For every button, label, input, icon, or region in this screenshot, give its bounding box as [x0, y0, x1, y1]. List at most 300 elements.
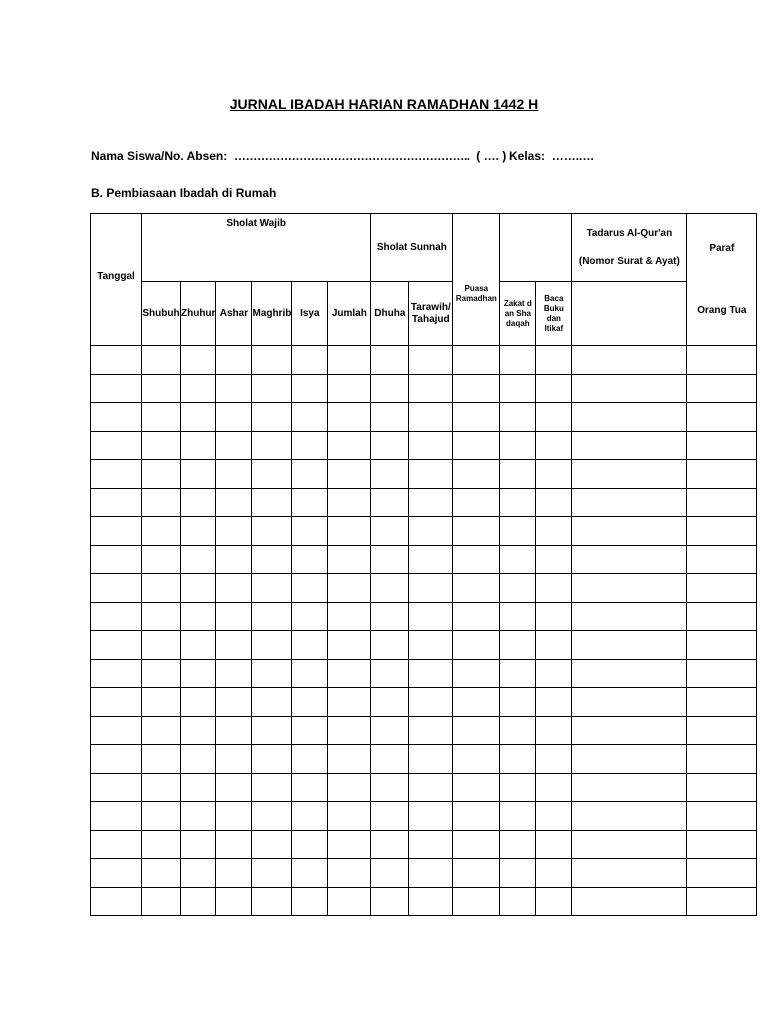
table-cell[interactable] — [453, 602, 500, 631]
kelas-label: Kelas: — [509, 149, 546, 163]
table-cell[interactable] — [500, 602, 536, 631]
table-cell[interactable] — [328, 488, 371, 517]
table-cell[interactable] — [572, 659, 687, 688]
table-cell[interactable] — [409, 431, 453, 460]
table-cell[interactable] — [292, 517, 328, 546]
table-cell[interactable] — [91, 517, 142, 546]
table-cell[interactable] — [572, 802, 687, 831]
table-cell[interactable] — [687, 688, 757, 717]
table-cell[interactable] — [292, 374, 328, 403]
header-dhuha: Dhuha — [371, 282, 409, 346]
table-cell[interactable] — [409, 745, 453, 774]
table-cell[interactable] — [292, 688, 328, 717]
table-cell[interactable] — [687, 374, 757, 403]
table-cell[interactable] — [371, 887, 409, 916]
table-cell[interactable] — [142, 745, 181, 774]
table-cell[interactable] — [216, 716, 252, 745]
table-cell[interactable] — [371, 830, 409, 859]
table-cell[interactable] — [371, 602, 409, 631]
table-cell[interactable] — [453, 830, 500, 859]
table-cell[interactable] — [292, 460, 328, 489]
table-cell[interactable] — [409, 517, 453, 546]
header-sholat-sunnah: Sholat Sunnah — [371, 214, 453, 282]
table-cell[interactable] — [687, 659, 757, 688]
table-cell[interactable] — [409, 488, 453, 517]
table-cell[interactable] — [216, 688, 252, 717]
table-cell[interactable] — [409, 887, 453, 916]
table-cell[interactable] — [536, 887, 572, 916]
table-cell[interactable] — [500, 745, 536, 774]
table-cell[interactable] — [536, 346, 572, 375]
table-cell[interactable] — [252, 802, 292, 831]
table-cell[interactable] — [142, 545, 181, 574]
table-cell[interactable] — [500, 773, 536, 802]
table-cell[interactable] — [409, 631, 453, 660]
table-cell[interactable] — [252, 574, 292, 603]
table-cell[interactable] — [91, 545, 142, 574]
table-cell[interactable] — [328, 602, 371, 631]
table-cell[interactable] — [292, 431, 328, 460]
table-cell[interactable] — [328, 887, 371, 916]
table-cell[interactable] — [687, 802, 757, 831]
table-cell[interactable] — [181, 688, 216, 717]
table-cell[interactable] — [142, 659, 181, 688]
table-cell[interactable] — [371, 488, 409, 517]
table-row — [91, 431, 757, 460]
table-cell[interactable] — [328, 659, 371, 688]
table-cell[interactable] — [252, 403, 292, 432]
absen-field[interactable]: ( …. ) — [476, 149, 507, 163]
table-cell[interactable] — [91, 688, 142, 717]
table-cell[interactable] — [572, 460, 687, 489]
table-cell[interactable] — [536, 602, 572, 631]
table-cell[interactable] — [572, 602, 687, 631]
table-cell[interactable] — [142, 830, 181, 859]
table-cell[interactable] — [252, 688, 292, 717]
table-cell[interactable] — [252, 431, 292, 460]
table-cell[interactable] — [409, 830, 453, 859]
table-cell[interactable] — [91, 773, 142, 802]
table-cell[interactable] — [252, 517, 292, 546]
table-cell[interactable] — [453, 574, 500, 603]
table-cell[interactable] — [91, 403, 142, 432]
table-row — [91, 488, 757, 517]
table-row — [91, 460, 757, 489]
table-cell[interactable] — [371, 460, 409, 489]
table-cell[interactable] — [216, 830, 252, 859]
table-cell[interactable] — [328, 802, 371, 831]
table-cell[interactable] — [572, 545, 687, 574]
table-cell[interactable] — [572, 688, 687, 717]
table-cell[interactable] — [142, 488, 181, 517]
table-cell[interactable] — [687, 887, 757, 916]
table-cell[interactable] — [500, 631, 536, 660]
table-cell[interactable] — [181, 659, 216, 688]
table-row — [91, 716, 757, 745]
table-cell[interactable] — [328, 574, 371, 603]
table-cell[interactable] — [572, 859, 687, 888]
table-cell[interactable] — [536, 488, 572, 517]
table-cell[interactable] — [371, 745, 409, 774]
table-cell[interactable] — [252, 859, 292, 888]
table-cell[interactable] — [536, 659, 572, 688]
table-cell[interactable] — [216, 545, 252, 574]
table-cell[interactable] — [371, 574, 409, 603]
table-cell[interactable] — [91, 574, 142, 603]
table-cell[interactable] — [181, 431, 216, 460]
table-cell[interactable] — [453, 346, 500, 375]
table-row — [91, 859, 757, 888]
table-cell[interactable] — [91, 859, 142, 888]
table-cell[interactable] — [409, 859, 453, 888]
table-cell[interactable] — [181, 887, 216, 916]
table-cell[interactable] — [453, 488, 500, 517]
table-cell[interactable] — [216, 346, 252, 375]
table-cell[interactable] — [572, 745, 687, 774]
table-cell[interactable] — [252, 346, 292, 375]
table-cell[interactable] — [687, 488, 757, 517]
table-cell[interactable] — [216, 517, 252, 546]
table-cell[interactable] — [453, 745, 500, 774]
table-cell[interactable] — [328, 773, 371, 802]
table-cell[interactable] — [142, 431, 181, 460]
table-cell[interactable] — [536, 631, 572, 660]
table-cell[interactable] — [500, 488, 536, 517]
table-cell[interactable] — [292, 545, 328, 574]
table-row — [91, 602, 757, 631]
table-cell[interactable] — [292, 659, 328, 688]
table-cell[interactable] — [292, 631, 328, 660]
section-title: B. Pembiasaan Ibadah di Rumah — [91, 186, 277, 200]
table-cell[interactable] — [572, 631, 687, 660]
table-cell[interactable] — [536, 431, 572, 460]
table-cell[interactable] — [216, 887, 252, 916]
table-cell[interactable] — [91, 346, 142, 375]
table-cell[interactable] — [216, 374, 252, 403]
table-cell[interactable] — [572, 773, 687, 802]
table-cell[interactable] — [328, 688, 371, 717]
table-cell[interactable] — [453, 859, 500, 888]
kelas-field[interactable]: ……..… — [551, 149, 595, 163]
table-cell[interactable] — [453, 431, 500, 460]
table-cell[interactable] — [216, 659, 252, 688]
table-cell[interactable] — [292, 488, 328, 517]
table-cell[interactable] — [328, 716, 371, 745]
table-cell[interactable] — [216, 745, 252, 774]
table-cell[interactable] — [91, 431, 142, 460]
table-cell[interactable] — [216, 802, 252, 831]
table-cell[interactable] — [409, 460, 453, 489]
table-cell[interactable] — [409, 688, 453, 717]
table-cell[interactable] — [453, 460, 500, 489]
table-cell[interactable] — [371, 403, 409, 432]
table-cell[interactable] — [453, 374, 500, 403]
table-cell[interactable] — [328, 859, 371, 888]
table-cell[interactable] — [142, 517, 181, 546]
table-cell[interactable] — [142, 773, 181, 802]
table-cell[interactable] — [328, 830, 371, 859]
table-cell[interactable] — [292, 802, 328, 831]
table-cell[interactable] — [572, 517, 687, 546]
table-cell[interactable] — [371, 659, 409, 688]
table-cell[interactable] — [500, 830, 536, 859]
table-cell[interactable] — [572, 374, 687, 403]
table-cell[interactable] — [572, 403, 687, 432]
table-cell[interactable] — [292, 830, 328, 859]
table-cell[interactable] — [142, 403, 181, 432]
table-cell[interactable] — [252, 830, 292, 859]
table-cell[interactable] — [687, 602, 757, 631]
table-cell[interactable] — [687, 716, 757, 745]
table-cell[interactable] — [500, 460, 536, 489]
table-cell[interactable] — [292, 716, 328, 745]
table-cell[interactable] — [216, 602, 252, 631]
table-cell[interactable] — [453, 659, 500, 688]
table-cell[interactable] — [91, 716, 142, 745]
table-cell[interactable] — [500, 859, 536, 888]
table-cell[interactable] — [453, 517, 500, 546]
table-cell[interactable] — [91, 460, 142, 489]
table-cell[interactable] — [252, 745, 292, 774]
table-cell[interactable] — [216, 773, 252, 802]
table-cell[interactable] — [536, 374, 572, 403]
table-cell[interactable] — [687, 346, 757, 375]
table-cell[interactable] — [292, 859, 328, 888]
table-cell[interactable] — [409, 602, 453, 631]
table-cell[interactable] — [216, 488, 252, 517]
table-cell[interactable] — [371, 859, 409, 888]
table-cell[interactable] — [252, 631, 292, 660]
table-cell[interactable] — [252, 488, 292, 517]
journal-table — [90, 213, 757, 916]
table-cell[interactable] — [252, 545, 292, 574]
table-cell[interactable] — [536, 716, 572, 745]
table-cell[interactable] — [536, 688, 572, 717]
table-cell[interactable] — [371, 773, 409, 802]
table-cell[interactable] — [216, 460, 252, 489]
table-cell[interactable] — [252, 887, 292, 916]
table-cell[interactable] — [536, 574, 572, 603]
table-cell[interactable] — [409, 374, 453, 403]
table-cell[interactable] — [371, 431, 409, 460]
table-cell[interactable] — [216, 403, 252, 432]
table-cell[interactable] — [91, 745, 142, 774]
table-cell[interactable] — [216, 631, 252, 660]
table-cell[interactable] — [409, 346, 453, 375]
table-cell[interactable] — [536, 517, 572, 546]
header-zakat-baca-group — [500, 214, 572, 282]
table-cell[interactable] — [536, 830, 572, 859]
table-cell[interactable] — [687, 431, 757, 460]
table-cell[interactable] — [500, 802, 536, 831]
table-cell[interactable] — [181, 716, 216, 745]
table-cell[interactable] — [216, 574, 252, 603]
table-cell[interactable] — [142, 688, 181, 717]
table-cell[interactable] — [181, 460, 216, 489]
table-cell[interactable] — [687, 631, 757, 660]
table-cell[interactable] — [91, 488, 142, 517]
table-cell[interactable] — [409, 574, 453, 603]
table-cell[interactable] — [572, 887, 687, 916]
table-cell[interactable] — [216, 859, 252, 888]
table-cell[interactable] — [371, 716, 409, 745]
table-cell[interactable] — [328, 431, 371, 460]
table-cell[interactable] — [181, 574, 216, 603]
table-cell[interactable] — [500, 574, 536, 603]
table-cell[interactable] — [216, 431, 252, 460]
table-cell[interactable] — [409, 659, 453, 688]
table-cell[interactable] — [687, 830, 757, 859]
table-cell[interactable] — [292, 346, 328, 375]
table-cell[interactable] — [371, 517, 409, 546]
table-cell[interactable] — [91, 374, 142, 403]
header-sholat-wajib: Sholat Wajib — [142, 214, 371, 282]
table-cell[interactable] — [91, 602, 142, 631]
table-cell[interactable] — [181, 517, 216, 546]
table-cell[interactable] — [687, 460, 757, 489]
table-cell[interactable] — [687, 517, 757, 546]
table-cell[interactable] — [453, 545, 500, 574]
table-cell[interactable] — [142, 460, 181, 489]
table-cell[interactable] — [181, 745, 216, 774]
table-cell[interactable] — [292, 773, 328, 802]
header-shubuh: Shubuh — [142, 282, 181, 346]
table-cell[interactable] — [536, 802, 572, 831]
table-cell[interactable] — [181, 488, 216, 517]
table-cell[interactable] — [453, 773, 500, 802]
table-cell[interactable] — [371, 545, 409, 574]
table-cell[interactable] — [536, 773, 572, 802]
table-cell[interactable] — [328, 374, 371, 403]
table-cell[interactable] — [292, 403, 328, 432]
table-cell[interactable] — [536, 859, 572, 888]
table-cell[interactable] — [500, 374, 536, 403]
table-cell[interactable] — [142, 574, 181, 603]
table-cell[interactable] — [453, 716, 500, 745]
table-cell[interactable] — [453, 631, 500, 660]
table-cell[interactable] — [572, 431, 687, 460]
table-cell[interactable] — [91, 802, 142, 831]
header-puasa: Puasa Ramadhan — [453, 214, 500, 346]
table-cell[interactable] — [371, 688, 409, 717]
table-cell[interactable] — [328, 460, 371, 489]
table-cell[interactable] — [142, 716, 181, 745]
table-cell[interactable] — [181, 859, 216, 888]
table-cell[interactable] — [500, 659, 536, 688]
table-cell[interactable] — [409, 545, 453, 574]
table-cell[interactable] — [292, 887, 328, 916]
table-cell[interactable] — [91, 830, 142, 859]
table-cell[interactable] — [328, 346, 371, 375]
table-cell[interactable] — [371, 631, 409, 660]
table-cell[interactable] — [328, 631, 371, 660]
table-cell[interactable] — [181, 802, 216, 831]
table-cell[interactable] — [500, 431, 536, 460]
table-cell[interactable] — [572, 346, 687, 375]
table-cell[interactable] — [500, 517, 536, 546]
table-cell[interactable] — [252, 460, 292, 489]
table-cell[interactable] — [181, 602, 216, 631]
table-cell[interactable] — [181, 830, 216, 859]
table-cell[interactable] — [536, 460, 572, 489]
table-cell[interactable] — [536, 745, 572, 774]
table-cell[interactable] — [142, 802, 181, 831]
table-cell[interactable] — [500, 403, 536, 432]
table-cell[interactable] — [687, 745, 757, 774]
table-cell[interactable] — [500, 887, 536, 916]
table-cell[interactable] — [687, 859, 757, 888]
table-cell[interactable] — [181, 545, 216, 574]
table-cell[interactable] — [687, 403, 757, 432]
table-cell[interactable] — [181, 403, 216, 432]
table-cell[interactable] — [328, 517, 371, 546]
table-cell[interactable] — [252, 602, 292, 631]
table-cell[interactable] — [572, 830, 687, 859]
table-cell[interactable] — [181, 346, 216, 375]
table-cell[interactable] — [687, 574, 757, 603]
table-cell[interactable] — [409, 403, 453, 432]
table-cell[interactable] — [142, 602, 181, 631]
table-cell[interactable] — [292, 602, 328, 631]
nama-field[interactable]: …………………………………………………….. — [233, 149, 470, 163]
table-cell[interactable] — [142, 374, 181, 403]
table-cell[interactable] — [252, 716, 292, 745]
table-cell[interactable] — [91, 659, 142, 688]
table-cell[interactable] — [453, 887, 500, 916]
table-cell[interactable] — [142, 887, 181, 916]
table-cell[interactable] — [572, 488, 687, 517]
table-cell[interactable] — [91, 887, 142, 916]
table-cell[interactable] — [500, 545, 536, 574]
header-tanggal: Tanggal — [91, 214, 142, 346]
table-cell[interactable] — [91, 631, 142, 660]
table-cell[interactable] — [252, 659, 292, 688]
table-cell[interactable] — [371, 374, 409, 403]
table-cell[interactable] — [536, 403, 572, 432]
table-cell[interactable] — [252, 773, 292, 802]
table-cell[interactable] — [500, 346, 536, 375]
table-cell[interactable] — [409, 802, 453, 831]
table-cell[interactable] — [572, 716, 687, 745]
table-cell[interactable] — [371, 346, 409, 375]
table-cell[interactable] — [181, 773, 216, 802]
table-cell[interactable] — [453, 403, 500, 432]
table-cell[interactable] — [536, 545, 572, 574]
table-cell[interactable] — [453, 802, 500, 831]
table-cell[interactable] — [181, 374, 216, 403]
table-cell[interactable] — [142, 859, 181, 888]
table-cell[interactable] — [328, 403, 371, 432]
table-cell[interactable] — [252, 374, 292, 403]
table-cell[interactable] — [181, 631, 216, 660]
table-cell[interactable] — [500, 688, 536, 717]
table-cell[interactable] — [328, 745, 371, 774]
table-cell[interactable] — [292, 745, 328, 774]
table-cell[interactable] — [142, 346, 181, 375]
table-cell[interactable] — [371, 802, 409, 831]
table-cell[interactable] — [142, 631, 181, 660]
table-cell[interactable] — [292, 574, 328, 603]
table-cell[interactable] — [687, 545, 757, 574]
table-cell[interactable] — [687, 773, 757, 802]
table-cell[interactable] — [453, 688, 500, 717]
header-ashar: Ashar — [216, 282, 252, 346]
table-cell[interactable] — [409, 716, 453, 745]
table-cell[interactable] — [409, 773, 453, 802]
table-cell[interactable] — [328, 545, 371, 574]
table-cell[interactable] — [500, 716, 536, 745]
table-cell[interactable] — [572, 574, 687, 603]
